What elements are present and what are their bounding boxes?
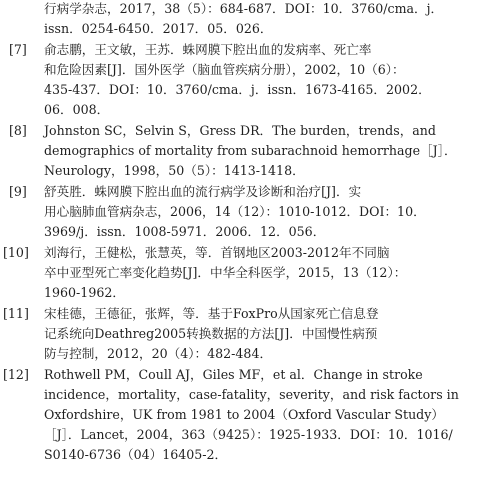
reference-line: ［J］．Lancet，2004，363（9425）：1925-1933．DOI：10．1016/ (44, 427, 453, 442)
reference-line: 3969/j．issn．1008-5971．2006．12．056． (44, 224, 326, 239)
reference-line: 用心脑肺血管病杂志，2006，14（12）：1010-1012．DOI：10． (44, 204, 426, 219)
reference-line: 1960-1962． (44, 285, 125, 300)
reference-line: 刘海行，王健松，张慧英，等．首钢地区2003-2012年不同脑 (44, 245, 390, 260)
reference-line: incidence，mortality，case-fatality，severity，and risk factors in (44, 387, 459, 402)
reference-line: 435-437．DOI：10．3760/cma．j．issn．1673-4165．2002． (44, 82, 431, 97)
reference-line: 卒中亚型死亡率变化趋势[J]．中华全科医学，2015，13（12）： (44, 265, 407, 280)
reference-line: 记系统向Deathreg2005转换数据的方法[J]．中国慢性病预 (44, 326, 378, 341)
reference-number: [11] (3, 306, 29, 321)
reference-line: S0140-6736（04）16405-2． (44, 447, 228, 462)
reference-line: Rothwell PM，Coull AJ，Giles MF，et al．Change in stroke (44, 367, 423, 382)
reference-line: Johnston SC，Selvin S，Gress DR．The burden，trends，and (44, 123, 436, 138)
reference-line: 舒英胜．蛛网膜下腔出血的流行病学及诊断和治疗[J]．实 (44, 184, 362, 199)
reference-line: issn．0254-6450．2017．05．026． (44, 21, 273, 36)
reference-line: 俞志鹏，王文敏，王苏．蛛网膜下腔出血的发病率、死亡率 (44, 42, 372, 57)
reference-line: Oxfordshire，UK from 1981 to 2004（Oxford Vascular Study） (44, 407, 444, 422)
reference-number: [7] (9, 42, 27, 57)
reference-number: [8] (9, 123, 27, 138)
reference-line: demographics of mortality from subarachnoid hemorrhage［J］． (44, 143, 457, 158)
reference-number: [9] (9, 184, 27, 199)
reference-line: 宋桂德，王德征，张辉，等．基于FoxPro从国家死亡信息登 (44, 306, 379, 321)
reference-line: 行病学杂志，2017，38（5）：684-687．DOI：10．3760/cma．j． (44, 1, 444, 16)
reference-line: 防与控制，2012，20（4）：482-484． (44, 346, 273, 361)
reference-line: 和危险因素[J]．国外医学（脑血管疾病分册），2002，10（6）： (44, 62, 405, 77)
reference-line: Neurology，1998，50（5）：1413-1418． (44, 163, 305, 178)
reference-line: 06．008． (44, 102, 110, 117)
reference-number: [12] (3, 367, 29, 382)
reference-number: [10] (3, 245, 29, 260)
